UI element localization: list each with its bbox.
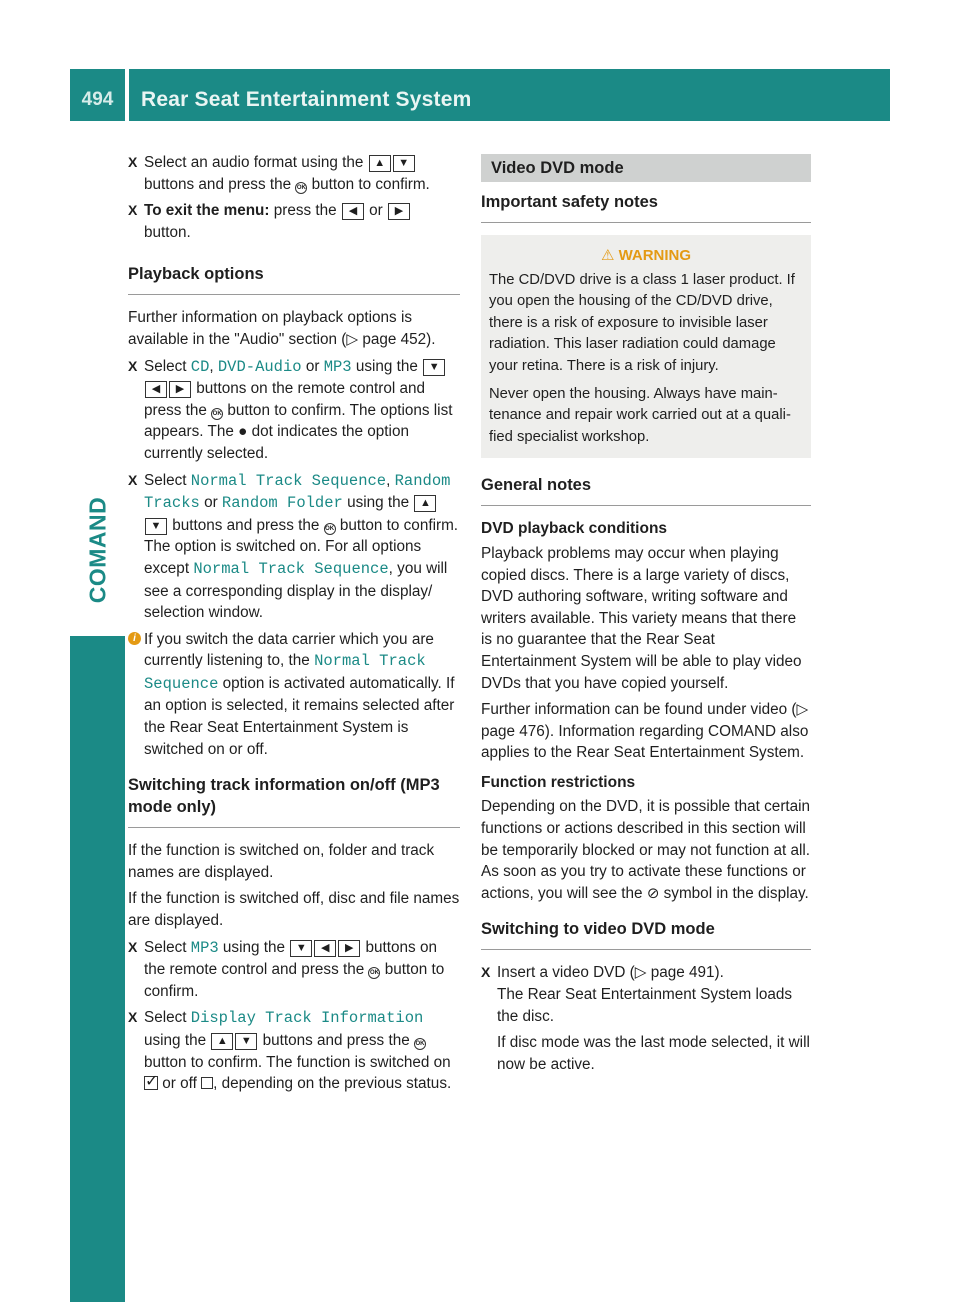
right-key-icon: ▶ <box>338 940 360 957</box>
side-tab <box>70 480 125 620</box>
text: If you switch the data carrier which you are currently listening to, the <box>144 630 434 670</box>
text: Insert a video DVD (▷ page 491). <box>497 964 724 982</box>
option-random-folder: Random Folder <box>221 494 343 513</box>
text: press the <box>273 202 337 220</box>
text: button to confirm. <box>339 516 459 534</box>
text: The options list appears. The <box>144 401 453 441</box>
restrictions-p1 <box>481 796 811 904</box>
step-display-track-info <box>128 1007 460 1094</box>
info-note <box>128 629 460 761</box>
step-arrow-icon: X <box>128 1009 138 1026</box>
text: Select <box>144 938 187 956</box>
ok-button-icon: OK <box>324 523 336 535</box>
text: Select <box>144 357 187 375</box>
text: Depending on the DVD, it is possible that certain functions or actions described in this section will be temporarily blocked or may not function at all. As soon as you try to activate these functions or actions, you will see the <box>481 798 811 902</box>
heading-function-restrictions: Function restrictions <box>481 773 636 791</box>
warning-p2: Never open the housing. Always have maintenance and repair work carried out at a qualified specialist workshop. <box>489 385 791 445</box>
text: The function is switched on <box>266 1053 451 1071</box>
text: option is activated automatically. If an option is selected, it remains selected after the Rear Seat Entertainment System is switched on or off. <box>144 674 455 758</box>
step-select-format <box>128 152 460 195</box>
warning-triangle-icon: ⚠︎ <box>600 247 615 264</box>
text: buttons and press the <box>262 1032 410 1049</box>
up-key-icon: ▲ <box>369 155 391 172</box>
step-exit-menu <box>128 200 460 243</box>
left-key-icon: ◀ <box>342 203 364 220</box>
step-arrow-icon: X <box>128 154 138 170</box>
text: using the <box>222 938 286 956</box>
right-key-icon: ▶ <box>388 203 410 220</box>
text: using the <box>347 494 410 512</box>
step-select-mp3 <box>128 937 460 1003</box>
text: or off <box>162 1075 197 1093</box>
text: symbol in the display. <box>663 884 809 902</box>
text: using the <box>355 357 418 375</box>
heading-general-notes: General notes <box>481 474 811 506</box>
up-key-icon: ▲ <box>414 495 436 512</box>
left-column <box>128 152 460 1100</box>
warning-title-text: WARNING <box>618 247 692 264</box>
warning-box <box>481 235 811 458</box>
right-column <box>481 154 811 1080</box>
text: Select <box>144 1009 187 1027</box>
text: button to confirm. <box>144 961 445 1000</box>
ok-button-icon: OK <box>211 408 223 420</box>
text: Select <box>144 471 187 489</box>
dot-icon: ● <box>238 423 248 441</box>
step-arrow-icon: X <box>128 357 138 374</box>
ok-button-icon: OK <box>368 967 380 979</box>
text: The option is switched on. For all options except <box>144 538 422 577</box>
unchecked-checkbox-icon <box>201 1077 213 1089</box>
dvd-playback-p1: Playback problems may occur when playing copied discs. There is a large variety of discs, DVD authoring software, writing software and writers available. This variety means that there is no guarantee that the Rear Seat Entertainment System will be able to play video DVDs that you have copied yourself. <box>481 544 802 692</box>
warning-p1: The CD/DVD drive is a class 1 laser product. If you open the housing of the CD/DVD drive, there is a risk of exposure to invisible laser radiation. This laser radiation could damage your retina. There is a risk of injury. <box>489 271 795 374</box>
down-key-icon: ▼ <box>235 1033 257 1050</box>
right-key-icon: ▶ <box>169 381 191 398</box>
step-arrow-icon: X <box>128 202 138 219</box>
switch-dvd-p2: If disc mode was the last mode selected, it will now be active. <box>497 1034 810 1073</box>
text: , <box>386 471 391 489</box>
step-select-source <box>128 356 460 465</box>
section-video-dvd-mode: Video DVD mode <box>481 154 811 182</box>
step-insert-dvd <box>481 962 811 1075</box>
down-key-icon: ▼ <box>145 518 167 535</box>
prohibited-icon: ⊘ <box>646 884 660 902</box>
step-arrow-icon: X <box>128 938 138 955</box>
step-select-order <box>128 470 460 624</box>
text: button to confirm. <box>227 401 346 419</box>
down-key-icon: ▼ <box>423 359 445 376</box>
side-tab-label: COMAND <box>84 496 110 604</box>
option-display-track-information: Display Track Information <box>190 1009 424 1028</box>
text: buttons and press the <box>172 516 320 534</box>
page-number: 494 <box>81 89 114 110</box>
text: buttons and press the <box>144 175 292 193</box>
option-normal-track-sequence: Normal Track Sequence <box>193 559 389 578</box>
text: , <box>209 357 214 375</box>
option-random-tracks: Random Tracks <box>144 471 451 513</box>
dvd-playback-p2: Further information can be found under video (▷ page 476). Information regarding COMAND also applies to the Rear Seat Entertainment System. <box>481 701 809 762</box>
left-key-icon: ◀ <box>145 381 167 398</box>
text: buttons on the remote control and press the <box>144 380 426 419</box>
heading-important-safety: Important safety notes <box>481 191 811 223</box>
option-mp3: MP3 <box>323 357 352 376</box>
text-bold: To exit the menu: <box>144 202 270 220</box>
playback-intro: Further information on playback options is available in the "Audio" section (▷ page 452). <box>128 309 436 348</box>
text: or <box>305 357 320 375</box>
warning-title <box>489 245 803 267</box>
checked-checkbox-icon <box>144 1076 158 1090</box>
heading-playback-options: Playback options <box>128 263 460 295</box>
ok-button-icon: OK <box>295 182 307 194</box>
step-arrow-icon: X <box>481 964 491 981</box>
info-icon: i <box>128 632 141 645</box>
down-key-icon: ▼ <box>290 940 312 957</box>
option-dvd-audio: DVD-Audio <box>217 357 302 376</box>
left-key-icon: ◀ <box>314 940 336 957</box>
switching-p1: If the function is switched on, folder and track names are displayed. <box>128 842 435 881</box>
step-arrow-icon: X <box>128 471 138 488</box>
text: button. <box>144 223 191 241</box>
text: using the <box>144 1032 207 1049</box>
text: button to confirm. <box>144 1053 263 1071</box>
header-divider <box>125 69 129 121</box>
heading-switching-track-info: Switching track information on/off (MP3 mode only) <box>128 774 460 828</box>
option-cd: CD <box>190 357 210 376</box>
ok-button-icon: OK <box>414 1038 426 1050</box>
down-key-icon: ▼ <box>393 155 415 172</box>
text: , you will see a corresponding display in the display/ selection window. <box>144 559 448 622</box>
text: buttons on the remote control and press the <box>144 938 437 979</box>
text: or <box>369 202 383 220</box>
option-normal-track-sequence: Normal Track Sequence <box>190 471 387 490</box>
heading-switching-video-dvd: Switching to video DVD mode <box>481 918 811 950</box>
option-mp3: MP3 <box>190 938 219 957</box>
switch-dvd-p1: The Rear Seat Entertainment System loads the disc. <box>497 986 793 1025</box>
text: dot indicates the option currently selected. <box>144 423 409 462</box>
page-title: Rear Seat Entertainment System <box>141 88 472 111</box>
heading-dvd-playback-conditions: DVD playback conditions <box>481 520 668 538</box>
text: button to confirm. <box>311 175 430 193</box>
switching-p2: If the function is switched off, disc and file names are displayed. <box>128 890 460 930</box>
text: Select an audio format using the <box>144 154 364 171</box>
side-bar <box>70 636 125 1302</box>
text: , depending on the previous status. <box>213 1075 452 1093</box>
text: or <box>204 494 218 512</box>
option-normal-track-sequence: Normal Track Sequence <box>144 652 426 693</box>
up-key-icon: ▲ <box>211 1033 233 1050</box>
